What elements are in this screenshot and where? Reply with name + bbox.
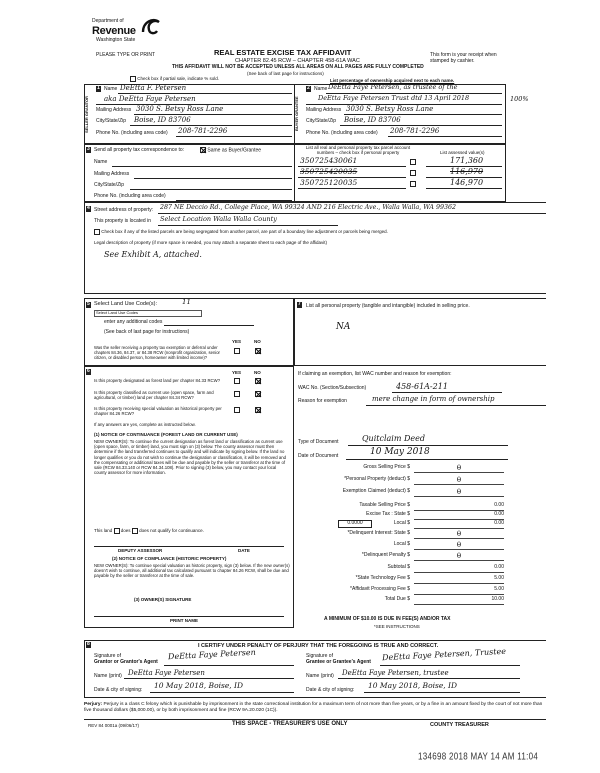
dept-line1: Department of	[92, 18, 124, 24]
parcel-3[interactable]: 350725120035	[300, 178, 358, 187]
fee-label: Total Due $	[384, 596, 410, 602]
street-label: Street address of property:	[94, 207, 154, 213]
grantee-sig-of: Signature of	[306, 653, 333, 659]
fee-label: Gross Selling Price $	[363, 464, 410, 470]
wac-number[interactable]: 458-61A-211	[396, 382, 448, 391]
located-label: This property is located in	[94, 218, 151, 224]
local-rate[interactable]: 0.0000	[338, 520, 372, 528]
additional-label: enter any additional codes	[104, 319, 163, 325]
legal-description[interactable]: See Exhibit A, attached.	[104, 250, 202, 259]
value-1[interactable]: 171,360	[450, 156, 484, 165]
fee-value[interactable]: θ	[414, 465, 504, 473]
grantee-date-label: Date & city of signing:	[306, 687, 355, 693]
partial-sale	[130, 76, 250, 82]
seller-name2[interactable]: aka DeEtta Faye Petersen	[104, 95, 196, 103]
grantee-name-label: Name (print)	[306, 673, 334, 679]
value-2[interactable]: 116,970	[450, 167, 484, 176]
s8-num: 8	[87, 641, 90, 647]
receipt-note: This form is your receipt when stamped by cashier.	[430, 52, 497, 64]
s3-num: 3	[87, 146, 90, 152]
parcel-header: List all real and personal property tax parcel account numbers – check box if personal property	[305, 145, 411, 156]
minimum-note: A MINIMUM OF $10.00 IS DUE IN FEE(S) AND/OR TAX	[324, 616, 451, 622]
historic-question: Is this property receiving special valuation as historical property per chapter 84.26 RCW?	[94, 406, 222, 416]
s3-send-label: Send all property tax correspondence to:	[94, 147, 185, 153]
exemption-question: Was the seller receiving a property tax exemption or deferral under chapters 84.36, 84.37, or 84.38 RCW (nonprofit organization, senior citizen, or disabled person, homeowner with limited income)?	[94, 345, 220, 360]
exemption-reason[interactable]: mere change in form of ownership	[372, 395, 495, 403]
fee-value[interactable]: 0.00	[414, 512, 504, 520]
grantor-sig-of: Signature of	[94, 653, 121, 659]
grantee-name[interactable]: DeEtta Faye Petersen, trustee	[342, 669, 449, 677]
parcel-1-checkbox[interactable]	[410, 159, 416, 165]
grantee-date[interactable]: 10 May 2018, Boise, ID	[368, 681, 458, 690]
seller-phone[interactable]: 208-781-2296	[178, 127, 228, 135]
seller-mail-label: Mailing Address	[96, 107, 132, 113]
dept-line3: Washington State	[96, 37, 136, 43]
deputy-label: DEPUTY ASSESSOR	[118, 548, 163, 553]
s3-phone-label: Phone No. (including area code)	[94, 193, 166, 199]
fee-label: *Personal Property (deduct) $	[344, 476, 410, 482]
buyer-strip: BUYER GRANTEE	[294, 84, 303, 144]
q3-yes-checkbox[interactable]	[234, 407, 240, 413]
seller-city[interactable]: Boise, ID 83706	[134, 116, 191, 124]
s6-num: 6	[87, 368, 90, 374]
seller-city-label: City/State/Zip	[96, 118, 127, 124]
land-use-select[interactable]: Select Land Use Codes	[94, 310, 202, 317]
seller-strip: SELLER GRANTOR	[84, 84, 93, 144]
certify: I CERTIFY UNDER PENALTY OF PERJURY THAT THE FOREGOING IS TRUE AND CORRECT.	[198, 643, 439, 649]
grantor-date[interactable]: 10 May 2018, Boise, ID	[154, 681, 244, 690]
grantor-name-label: Name (print)	[94, 673, 122, 679]
current-use-question: Is this property classified as current use (open space, farm and agricultural, or timber) land per chapter 84.34 RCW?	[94, 390, 214, 400]
fee-value[interactable]: θ	[414, 542, 504, 550]
location[interactable]: Select Location Walla Walla County	[160, 215, 277, 223]
form-chapter: CHAPTER 82.45 RCW – CHAPTER 458-61A WAC	[235, 58, 360, 64]
doc-date-label: Date of Document	[298, 453, 339, 459]
county-treasurer: COUNTY TREASURER	[430, 722, 489, 728]
this-land	[94, 528, 204, 534]
pct-ownership: List percentage of ownership acquired next to each name.	[330, 78, 455, 83]
seller-mail[interactable]: 3030 S. Betsy Ross Lane	[136, 105, 224, 113]
s7-value[interactable]: NA	[336, 322, 351, 332]
s3-same	[200, 147, 261, 154]
s5-no: NO	[254, 339, 261, 344]
buyer-phone[interactable]: 208-781-2296	[390, 127, 440, 135]
parcel-2-checkbox[interactable]	[410, 170, 416, 176]
land-use-label: Select Land Use Code(s):	[94, 301, 157, 307]
partial-sale-label: Check box if partial sale, indicate % sold.	[137, 76, 220, 82]
s5-no-checkbox[interactable]	[255, 348, 261, 354]
seller-name-label: Name	[104, 86, 118, 92]
parcel-1[interactable]: 350725430061	[300, 156, 358, 165]
buyer-mail-label: Mailing Address	[306, 107, 342, 113]
s3-mail-label: Mailing Address	[94, 171, 130, 177]
does-checkbox[interactable]	[114, 528, 120, 534]
if-yes: If any answers are yes, complete as instructed below.	[94, 422, 196, 427]
grantor-name[interactable]: DeEtta Faye Petersen	[128, 669, 205, 677]
fee-label: *Delinquent Penalty $	[361, 552, 410, 558]
fee-label: Excise Tax : State $	[366, 511, 410, 517]
seller-num: 1	[97, 85, 100, 91]
s3-name-label: Name	[94, 159, 108, 165]
form-warning: THIS AFFIDAVIT WILL NOT BE ACCEPTED UNLESS ALL AREAS ON ALL PAGES ARE FULLY COMPLETED	[172, 64, 424, 70]
fee-label: Exemption Claimed (deduct) $	[342, 488, 410, 494]
fee-value[interactable]: θ	[414, 489, 504, 497]
see-back: (See back of last page for instructions)	[247, 71, 324, 76]
s3-city-label: City/State/Zip	[94, 182, 125, 188]
street-address[interactable]: 287 NE Deccio Rd., College Place, WA 99324 AND 216 Electric Ave., Walla Walla, WA 99362	[160, 204, 456, 211]
s5-yes: YES	[232, 339, 242, 344]
buyer-name-label: Name	[314, 86, 328, 92]
s6-no: NO	[254, 370, 261, 375]
fee-value[interactable]: θ	[414, 531, 504, 539]
print-name-label: PRINT NAME	[170, 618, 198, 623]
historic-title: (2) NOTICE OF COMPLIANCE (HISTORIC PROPERTY)	[112, 556, 227, 561]
this-land-label: This land	[94, 528, 113, 534]
fee-value[interactable]: θ	[414, 553, 504, 561]
perjury-notice	[84, 702, 546, 714]
grantee-sig-label: Grantee or Grantee's Agent	[306, 659, 371, 665]
segregated-label: Check box if any of the listed parcels are being segregated from another parcel, are part of a boundary line adjustment or parcels being merged.	[101, 229, 388, 235]
fee-value[interactable]: 0.00	[414, 521, 504, 529]
grantor-sig-label: Grantor or Grantor's Agent	[94, 659, 158, 665]
same-as-buyer-label: Same as Buyer/Grantee	[207, 147, 262, 154]
buyer-phone-label: Phone No. (including area code)	[306, 130, 378, 136]
deputy-date-label: DATE	[238, 548, 250, 553]
grantor-signature[interactable]: DeEtta Faye Petersen	[167, 647, 256, 662]
s6-yes: YES	[232, 370, 242, 375]
perjury-text: Perjury is a class C felony which is punishable by imprisonment in the state correctional institution for a maximum term of not more than five years, or by a fine in an amount fixed by the court of not more than five thousand dollars ($5,000.00), or by both imprisonment and fine (RCW 9A.20.020 (1C)).	[84, 702, 543, 714]
s5-yes-checkbox[interactable]	[234, 348, 240, 354]
dept-line2: Revenue	[92, 25, 136, 37]
recording-stamp: 134698 2018 MAY 14 AM 11:04	[418, 750, 539, 763]
does-label: does	[120, 528, 131, 534]
q2-yes-checkbox[interactable]	[234, 391, 240, 397]
seller-phone-label: Phone No. (including area code)	[96, 130, 168, 136]
q1-no-checkbox[interactable]	[255, 378, 261, 384]
form-title: REAL ESTATE EXCISE TAX AFFIDAVIT	[214, 48, 352, 57]
seller-name1[interactable]: DeEtta F. Petersen	[120, 84, 187, 92]
q1-yes-checkbox[interactable]	[234, 378, 240, 384]
wac-label: WAC No. (Section/Subsection)	[298, 385, 367, 391]
fee-value[interactable]: 5.00	[414, 576, 504, 584]
segregated-checkbox[interactable]	[94, 229, 100, 235]
perjury-bold: Perjury:	[84, 702, 103, 707]
buyer-mail[interactable]: 3030 S. Betsy Ross Lane	[346, 105, 434, 113]
s5-see-back: (See back of last page for instructions)	[104, 329, 190, 335]
rev-number: REV 84 0001a (09/06/17)	[88, 723, 140, 728]
grantee-signature[interactable]: DeEtta Faye Petersen, Trustee	[381, 646, 507, 663]
fee-label: *Affidavit Processing Fee $	[350, 586, 410, 592]
please-type: PLEASE TYPE OR PRINT	[96, 52, 156, 58]
buyer-name2[interactable]: DeEtta Faye Petersen Trust dtd 13 April 2018	[318, 94, 470, 102]
s7-label: List all personal property (tangible and intangible) included in selling price.	[306, 303, 470, 309]
fee-value[interactable]: θ	[414, 477, 504, 485]
continuance-text: NEW OWNER(S): To continue the current designation as forest land or classification as current use (open space, farm, or timber) land, you must sign on (3) below. The county assessor must then determine if the land transferred continues to qualify and will indicate by signing below. If the land no longer qualifies or you do not wish to continue the designation or classification, it will be removed and the compensating or additional taxes will be due and payable by the seller or transferor at the time of sale (RCW 84.33.140 or RCW 84.34.108). Prior to signing (3) below, you may contact your local county assessor for more information.	[94, 439, 287, 476]
forest-question: Is this property designated as forest land per chapter 84.33 RCW?	[94, 378, 221, 383]
fee-value[interactable]: 0.00	[414, 565, 504, 573]
q2-no-checkbox[interactable]	[255, 391, 261, 397]
same-as-buyer-checkbox[interactable]	[200, 147, 206, 153]
fee-value[interactable]: 5.00	[414, 587, 504, 595]
doc-type-label: Type of Document	[298, 439, 339, 445]
assessed-header: List assessed value(s)	[440, 150, 485, 155]
fee-value[interactable]: 10.00	[414, 597, 504, 605]
owner-sig-label: (3) OWNER(S) SIGNATURE	[134, 597, 192, 602]
s7-num: 7	[298, 301, 301, 307]
s5-num: 5	[87, 301, 90, 307]
reason-label: Reason for exemption	[298, 398, 347, 404]
land-use-code[interactable]: 11	[182, 298, 191, 306]
value-3[interactable]: 146,970	[450, 178, 484, 187]
buyer-city-label: City/State/Zip	[306, 118, 337, 124]
fee-label: Local $	[393, 541, 410, 547]
not-qualify-checkbox[interactable]	[132, 528, 138, 534]
fee-label: Local $	[393, 520, 410, 526]
doc-type[interactable]: Quitclaim Deed	[362, 434, 425, 443]
parcel-3-checkbox[interactable]	[410, 181, 416, 187]
section4	[84, 202, 546, 294]
continuance-title: (1) NOTICE OF CONTINUANCE (FOREST LAND OR CURRENT USE)	[94, 432, 238, 437]
buyer-num: 2	[307, 85, 310, 91]
exemption-label: If claiming an exemption, list WAC number and reason for exemption:	[298, 371, 452, 377]
treasurer-only: THIS SPACE - TREASURER'S USE ONLY	[232, 721, 348, 727]
dor-logo	[92, 17, 162, 47]
legal-label: Legal description of property (if more space is needed, you may attach a separate sheet to each page of the affidavit)	[94, 240, 328, 245]
parcel-2[interactable]: 350725420035	[300, 167, 358, 176]
s4-num: 4	[87, 205, 90, 211]
fee-value[interactable]: 0.00	[414, 503, 504, 511]
grantor-date-label: Date & city of signing:	[94, 687, 143, 693]
historic-text: NEW OWNER(S): To continue special valuation as historic property, sign (3) below. If the new owner(s) doesn't wish to continue, all additional tax calculated pursuant to chapter 84.26 RCW, shall be due and payable by the seller or transferor at the time of sale.	[94, 563, 290, 579]
not-qualify-label: does not qualify for continuance.	[139, 528, 204, 534]
buyer-city[interactable]: Boise, ID 83706	[344, 116, 401, 124]
wa-swirl-icon	[140, 17, 162, 37]
fee-label: Subtotal $	[387, 564, 410, 570]
buyer-name1[interactable]: DeEtta Faye Petersen, as trustee of the	[328, 83, 458, 91]
fee-label: *Delinquent Interest: State $	[347, 530, 410, 536]
fee-label: *State Technology Fee $	[355, 575, 410, 581]
q3-no-checkbox[interactable]	[255, 407, 261, 413]
see-instructions: *SEE INSTRUCTIONS	[374, 624, 420, 629]
segregated	[94, 229, 514, 235]
buyer-pct[interactable]: 100%	[510, 95, 529, 103]
doc-date[interactable]: 10 May 2018	[370, 447, 430, 457]
partial-sale-checkbox[interactable]	[130, 76, 136, 82]
fee-label: Taxable Selling Price $	[359, 502, 410, 508]
